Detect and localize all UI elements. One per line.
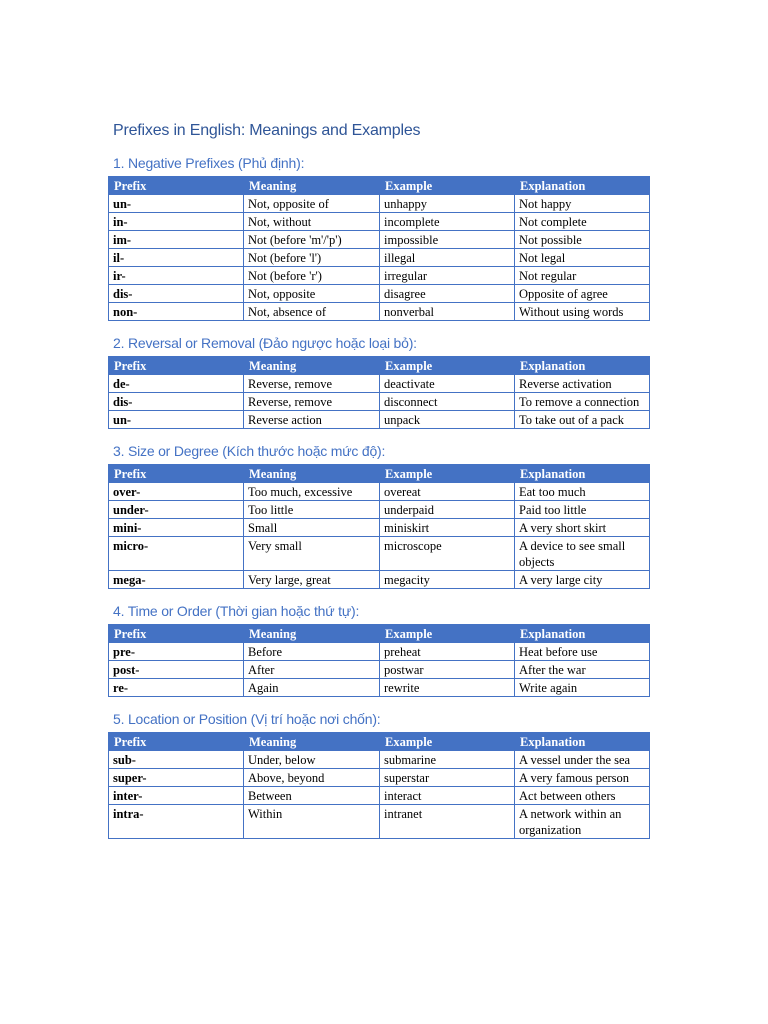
section-4	[108, 603, 649, 697]
meaning-cell: Not, opposite of	[244, 195, 380, 213]
column-header: Meaning	[244, 625, 380, 643]
section-heading: 2. Reversal or Removal (Đảo ngược hoặc loại bỏ):	[113, 335, 417, 351]
table-row	[109, 285, 650, 303]
section-5	[108, 711, 649, 839]
table-row	[109, 537, 650, 571]
example-cell: interact	[380, 787, 515, 805]
table-row	[109, 375, 650, 393]
meaning-cell: Very large, great	[244, 571, 380, 589]
example-cell: preheat	[380, 643, 515, 661]
explanation-cell: Reverse activation	[515, 375, 650, 393]
column-header: Meaning	[244, 357, 380, 375]
prefix-table	[108, 624, 650, 697]
meaning-cell: Within	[244, 805, 380, 839]
table-row	[109, 501, 650, 519]
explanation-cell: A vessel under the sea	[515, 751, 650, 769]
column-header: Example	[380, 177, 515, 195]
example-cell: submarine	[380, 751, 515, 769]
section-heading: 1. Negative Prefixes (Phủ định):	[113, 155, 305, 171]
meaning-cell: Above, beyond	[244, 769, 380, 787]
column-header: Explanation	[515, 733, 650, 751]
prefix-cell: mega-	[109, 571, 244, 589]
explanation-cell: Act between others	[515, 787, 650, 805]
explanation-cell: Not complete	[515, 213, 650, 231]
example-cell: deactivate	[380, 375, 515, 393]
table-header-row	[109, 177, 650, 195]
explanation-cell: Opposite of agree	[515, 285, 650, 303]
prefix-table	[108, 732, 650, 839]
table-row	[109, 411, 650, 429]
table-row	[109, 195, 650, 213]
column-header: Example	[380, 733, 515, 751]
meaning-cell: Very small	[244, 537, 380, 571]
prefix-cell: il-	[109, 249, 244, 267]
table-row	[109, 231, 650, 249]
table-row	[109, 661, 650, 679]
column-header: Example	[380, 625, 515, 643]
section-2	[108, 335, 649, 429]
section-heading: 5. Location or Position (Vị trí hoặc nơi chốn):	[113, 711, 381, 727]
example-cell: intranet	[380, 805, 515, 839]
page-title: Prefixes in English: Meanings and Examples	[113, 122, 421, 139]
example-cell: underpaid	[380, 501, 515, 519]
section-heading: 3. Size or Degree (Kích thước hoặc mức độ):	[113, 443, 386, 459]
example-cell: rewrite	[380, 679, 515, 697]
table-row	[109, 643, 650, 661]
prefix-cell: de-	[109, 375, 244, 393]
prefix-cell: non-	[109, 303, 244, 321]
table-row	[109, 571, 650, 589]
column-header: Meaning	[244, 733, 380, 751]
explanation-cell: Not regular	[515, 267, 650, 285]
prefix-cell: un-	[109, 411, 244, 429]
table-row	[109, 769, 650, 787]
example-cell: megacity	[380, 571, 515, 589]
column-header: Prefix	[109, 357, 244, 375]
explanation-cell: A network within an organization	[515, 805, 650, 839]
column-header: Prefix	[109, 465, 244, 483]
prefix-cell: super-	[109, 769, 244, 787]
table-row	[109, 805, 650, 839]
prefix-table	[108, 464, 650, 589]
example-cell: unpack	[380, 411, 515, 429]
prefix-cell: im-	[109, 231, 244, 249]
column-header: Example	[380, 357, 515, 375]
explanation-cell: A very large city	[515, 571, 650, 589]
sections-container	[108, 155, 649, 839]
prefix-cell: under-	[109, 501, 244, 519]
table-row	[109, 267, 650, 285]
explanation-cell: Without using words	[515, 303, 650, 321]
explanation-cell: Not happy	[515, 195, 650, 213]
column-header: Prefix	[109, 733, 244, 751]
explanation-cell: Paid too little	[515, 501, 650, 519]
meaning-cell: Under, below	[244, 751, 380, 769]
table-row	[109, 519, 650, 537]
meaning-cell: Not, absence of	[244, 303, 380, 321]
section-3	[108, 443, 649, 589]
prefix-cell: ir-	[109, 267, 244, 285]
meaning-cell: Not (before 'm'/'p')	[244, 231, 380, 249]
example-cell: impossible	[380, 231, 515, 249]
column-header: Example	[380, 465, 515, 483]
meaning-cell: Not (before 'l')	[244, 249, 380, 267]
explanation-cell: A very short skirt	[515, 519, 650, 537]
column-header: Explanation	[515, 177, 650, 195]
example-cell: overeat	[380, 483, 515, 501]
explanation-cell: To take out of a pack	[515, 411, 650, 429]
meaning-cell: Not (before 'r')	[244, 267, 380, 285]
example-cell: incomplete	[380, 213, 515, 231]
prefix-cell: over-	[109, 483, 244, 501]
example-cell: unhappy	[380, 195, 515, 213]
prefix-cell: inter-	[109, 787, 244, 805]
table-row	[109, 787, 650, 805]
prefix-table	[108, 356, 650, 429]
explanation-cell: A very famous person	[515, 769, 650, 787]
table-row	[109, 213, 650, 231]
table-row	[109, 483, 650, 501]
example-cell: nonverbal	[380, 303, 515, 321]
table-header-row	[109, 625, 650, 643]
column-header: Explanation	[515, 357, 650, 375]
prefix-table	[108, 176, 650, 321]
column-header: Prefix	[109, 625, 244, 643]
table-row	[109, 393, 650, 411]
meaning-cell: Again	[244, 679, 380, 697]
example-cell: disconnect	[380, 393, 515, 411]
explanation-cell: Not possible	[515, 231, 650, 249]
prefix-cell: micro-	[109, 537, 244, 571]
example-cell: illegal	[380, 249, 515, 267]
example-cell: miniskirt	[380, 519, 515, 537]
section-heading: 4. Time or Order (Thời gian hoặc thứ tự):	[113, 603, 360, 619]
example-cell: postwar	[380, 661, 515, 679]
prefix-cell: in-	[109, 213, 244, 231]
example-cell: irregular	[380, 267, 515, 285]
meaning-cell: Before	[244, 643, 380, 661]
column-header: Meaning	[244, 465, 380, 483]
table-row	[109, 249, 650, 267]
table-row	[109, 303, 650, 321]
column-header: Explanation	[515, 625, 650, 643]
table-header-row	[109, 357, 650, 375]
prefix-cell: dis-	[109, 393, 244, 411]
document-page	[108, 122, 649, 853]
column-header: Prefix	[109, 177, 244, 195]
explanation-cell: A device to see small objects	[515, 537, 650, 571]
prefix-cell: re-	[109, 679, 244, 697]
meaning-cell: Too much, excessive	[244, 483, 380, 501]
table-row	[109, 751, 650, 769]
explanation-cell: Not legal	[515, 249, 650, 267]
explanation-cell: Heat before use	[515, 643, 650, 661]
meaning-cell: Between	[244, 787, 380, 805]
meaning-cell: Reverse, remove	[244, 393, 380, 411]
meaning-cell: Too little	[244, 501, 380, 519]
meaning-cell: Reverse, remove	[244, 375, 380, 393]
meaning-cell: Reverse action	[244, 411, 380, 429]
section-1	[108, 155, 649, 321]
example-cell: disagree	[380, 285, 515, 303]
meaning-cell: After	[244, 661, 380, 679]
prefix-cell: pre-	[109, 643, 244, 661]
prefix-cell: intra-	[109, 805, 244, 839]
prefix-cell: mini-	[109, 519, 244, 537]
prefix-cell: post-	[109, 661, 244, 679]
prefix-cell: dis-	[109, 285, 244, 303]
table-header-row	[109, 733, 650, 751]
prefix-cell: un-	[109, 195, 244, 213]
meaning-cell: Not, without	[244, 213, 380, 231]
prefix-cell: sub-	[109, 751, 244, 769]
explanation-cell: Write again	[515, 679, 650, 697]
column-header: Meaning	[244, 177, 380, 195]
meaning-cell: Not, opposite	[244, 285, 380, 303]
table-header-row	[109, 465, 650, 483]
example-cell: superstar	[380, 769, 515, 787]
explanation-cell: To remove a connection	[515, 393, 650, 411]
example-cell: microscope	[380, 537, 515, 571]
meaning-cell: Small	[244, 519, 380, 537]
explanation-cell: Eat too much	[515, 483, 650, 501]
column-header: Explanation	[515, 465, 650, 483]
explanation-cell: After the war	[515, 661, 650, 679]
table-row	[109, 679, 650, 697]
